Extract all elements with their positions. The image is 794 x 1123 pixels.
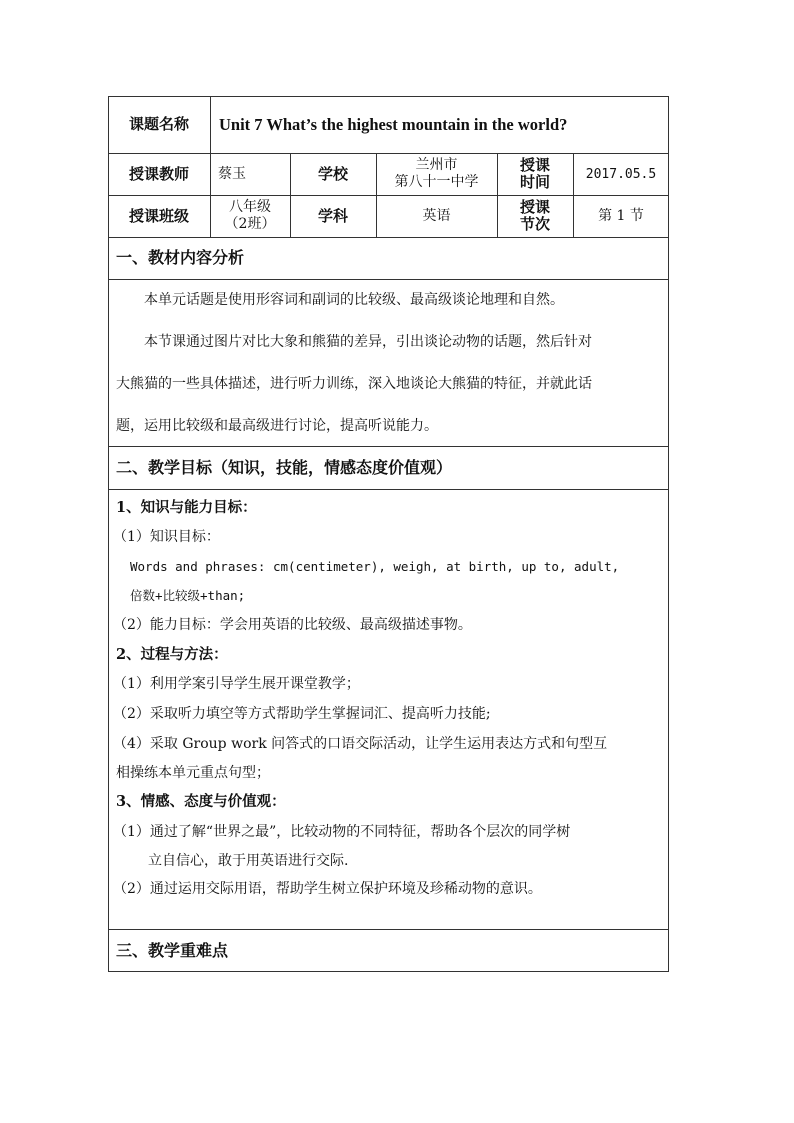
period-label-line2: 节次 bbox=[519, 215, 550, 233]
row-divider bbox=[108, 237, 669, 238]
teacher-label: 授课教师 bbox=[128, 164, 189, 183]
goal1-item1: （1）知识目标： bbox=[113, 529, 220, 545]
period-value: 第 1 节 bbox=[598, 207, 644, 224]
section1-paragraph2-line2: 大熊猫的一些具体描述，进行听力训练，深入地谈论大熊猫的特征，并就此话 bbox=[116, 376, 592, 392]
goal3-item1-line1: （1）通过了解“世界之最”，比较动物的不同特征，帮助各个层次的同学树 bbox=[113, 824, 571, 840]
subject-value: 英语 bbox=[422, 207, 451, 224]
time-label-line1: 授课 bbox=[519, 156, 550, 174]
row-divider bbox=[108, 489, 669, 490]
goal2-item3-line2: 相操练本单元重点句型； bbox=[116, 765, 270, 781]
goal1-words-line2: 倍数+比较级+than; bbox=[130, 588, 246, 603]
goal3-item1-line2: 立自信心，敢于用英语进行交际. bbox=[148, 853, 349, 869]
time-label bbox=[497, 153, 573, 195]
school-label: 学校 bbox=[317, 164, 348, 183]
time-value: 2017.05.5 bbox=[585, 166, 657, 182]
school-value-line2: 第八十一中学 bbox=[394, 174, 479, 190]
goal2-item1: （1）利用学案引导学生展开课堂教学； bbox=[113, 676, 360, 692]
goal1-words: Words and phrases: cm(centimeter), weigh, at birth, up to, adult, bbox=[130, 559, 620, 574]
section1-title: 一、教材内容分析 bbox=[116, 248, 245, 267]
class-label: 授课班级 bbox=[128, 206, 189, 225]
section1-paragraph1: 本单元话题是使用形容词和副词的比较级、最高级谈论地理和自然。 bbox=[144, 292, 564, 308]
section1-paragraph2-line3: 题，运用比较级和最高级进行讨论，提高听说能力。 bbox=[116, 418, 438, 434]
section2-title: 二、教学目标（知识，技能，情感态度价值观） bbox=[116, 458, 453, 477]
school-value-line1: 兰州市 bbox=[415, 157, 458, 173]
topic-value: Unit 7 What’s the highest mountain in the world? bbox=[219, 115, 568, 134]
class-value bbox=[210, 195, 290, 237]
period-label bbox=[497, 195, 573, 237]
goal3-item2: （2）通过运用交际用语，帮助学生树立保护环境及珍稀动物的意识。 bbox=[113, 881, 542, 897]
class-value-line2: （2班） bbox=[224, 216, 276, 232]
time-label-line2: 时间 bbox=[519, 173, 550, 191]
topic-label: 课题名称 bbox=[128, 115, 189, 133]
row-divider bbox=[108, 279, 669, 280]
goal2-title: 2、过程与方法： bbox=[116, 646, 228, 663]
class-value-line1: 八年级 bbox=[229, 199, 271, 215]
row-divider bbox=[108, 446, 669, 447]
goal1-title: 1、知识与能力目标： bbox=[116, 499, 257, 516]
goal1-item2: （2）能力目标：学会用英语的比较级、最高级描述事物。 bbox=[113, 617, 472, 633]
goal3-title: 3、情感、态度与价值观： bbox=[116, 793, 286, 810]
row-divider bbox=[108, 929, 669, 930]
section1-paragraph2-line1: 本节课通过图片对比大象和熊猫的差异，引出谈论动物的话题，然后针对 bbox=[144, 334, 592, 350]
goal2-item2: （2）采取听力填空等方式帮助学生掌握词汇、提高听力技能; bbox=[113, 706, 491, 722]
period-label-line1: 授课 bbox=[519, 198, 550, 216]
teacher-value: 蔡玉 bbox=[218, 165, 246, 182]
section3-title: 三、教学重难点 bbox=[116, 941, 229, 960]
subject-label: 学科 bbox=[317, 206, 348, 225]
school-value bbox=[376, 153, 497, 195]
goal2-item3-line1: （4）采取 Group work 问答式的口语交际活动，让学生运用表达方式和句型互 bbox=[113, 736, 608, 752]
